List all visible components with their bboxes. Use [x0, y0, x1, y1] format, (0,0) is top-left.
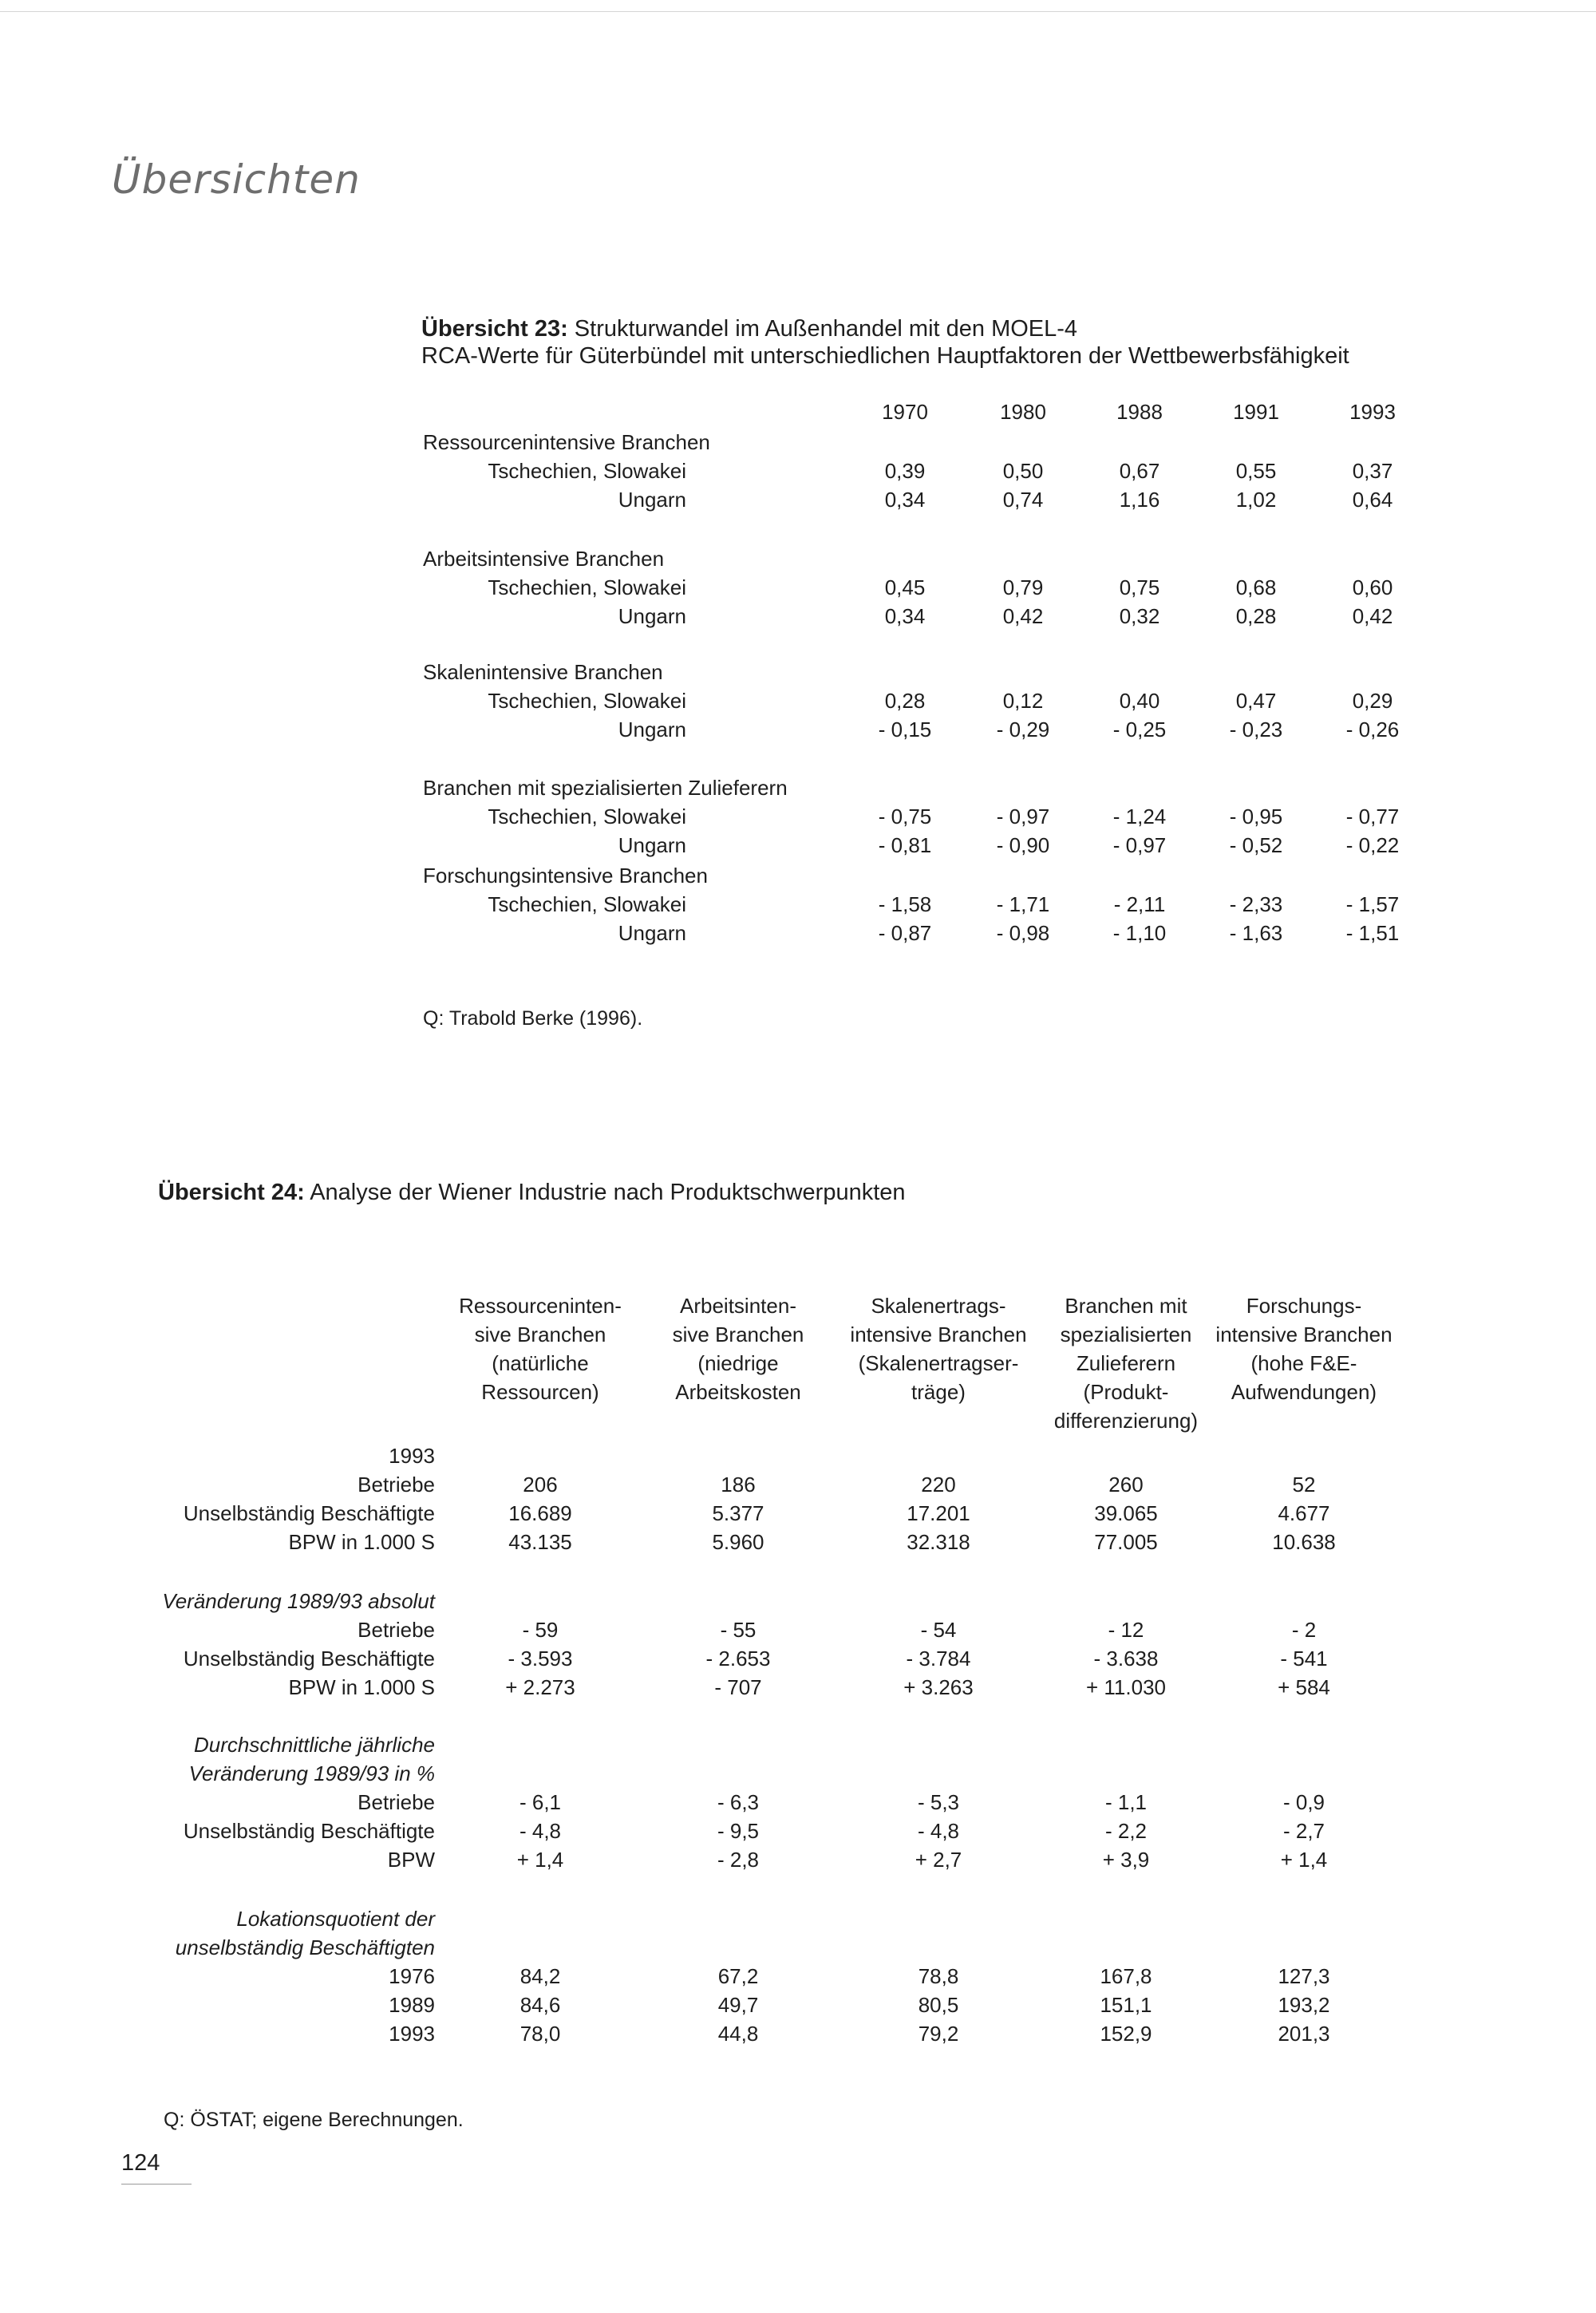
- table23-row-label: Tschechien, Slowakei: [488, 892, 686, 916]
- table23-source: Q: Trabold Berke (1996).: [423, 1007, 643, 1030]
- table24-column-header: [1208, 1291, 1400, 1406]
- table23-cell: - 1,63: [1229, 921, 1283, 945]
- table24-cell: + 3,9: [1102, 1848, 1150, 1872]
- table23-cell: 0,34: [884, 488, 926, 512]
- table23-cell: 0,67: [1119, 459, 1160, 483]
- table24-cell: + 1,4: [516, 1848, 564, 1872]
- table24-cell: - 4,8: [519, 1819, 562, 1843]
- table23-cell: - 1,58: [878, 892, 932, 916]
- table24-row-label: Unselbständig Beschäftigte: [183, 1819, 435, 1843]
- table23-cell: 0,60: [1352, 575, 1393, 599]
- table23-cell: - 1,10: [1112, 921, 1167, 945]
- table24-cell: - 2,7: [1282, 1819, 1325, 1843]
- table24-row-label: Betriebe: [358, 1790, 435, 1814]
- table24-row-label: BPW in 1.000 S: [288, 1675, 435, 1699]
- table24-column-header-line: (Skalenertragser-: [858, 1351, 1019, 1375]
- table24-row-label: 1989: [389, 1993, 435, 2017]
- table24-cell: 84,6: [519, 1993, 561, 2017]
- table24-cell: 4.677: [1278, 1501, 1330, 1525]
- table23-cell: - 0,15: [878, 718, 932, 741]
- table23-cell: 0,40: [1119, 689, 1160, 713]
- table24-cell: + 2.273: [505, 1675, 575, 1699]
- table23-title-text: Strukturwandel im Außenhandel mit den MOEL-4: [567, 316, 1078, 342]
- table24-cell: - 3.593: [508, 1647, 573, 1670]
- table24-cell: 127,3: [1278, 1964, 1330, 1988]
- table24-cell: - 0,9: [1282, 1790, 1325, 1814]
- table24-title-text: Analyse der Wiener Industrie nach Produktschwerpunkten: [304, 1180, 906, 1205]
- table24-cell: - 2: [1291, 1618, 1317, 1642]
- table24-cell: + 2,7: [915, 1848, 962, 1872]
- table23-cell: - 0,22: [1345, 833, 1400, 857]
- table23-year-header: 1991: [1233, 400, 1279, 424]
- table24-cell: - 55: [720, 1618, 757, 1642]
- table24-cell: 5.377: [712, 1501, 764, 1525]
- table24-cell: - 2.653: [705, 1647, 771, 1670]
- table24-column-header-line: Arbeitskosten: [675, 1380, 801, 1404]
- table24-row-label: Unselbständig Beschäftigte: [183, 1647, 435, 1670]
- table24-cell: 220: [921, 1473, 956, 1497]
- table23-group-label: Ressourcenintensive Branchen: [423, 430, 710, 454]
- table23-cell: - 0,81: [878, 833, 932, 857]
- table24-column-header-line: (hohe F&E-: [1250, 1351, 1357, 1375]
- table24-row-label: BPW in 1.000 S: [288, 1530, 435, 1554]
- table23-cell: - 0,29: [996, 718, 1050, 741]
- table23-cell: 0,79: [1002, 575, 1044, 599]
- table23-cell: 0,32: [1119, 604, 1160, 628]
- table24-cell: 49,7: [717, 1993, 759, 2017]
- table23-cell: - 1,71: [996, 892, 1050, 916]
- table24-row-label: Betriebe: [358, 1473, 435, 1497]
- table24-cell: 78,8: [918, 1964, 959, 1988]
- table24-cell: 152,9: [1100, 2022, 1152, 2046]
- table24-column-header-line: Aufwendungen): [1231, 1380, 1377, 1404]
- table24-column-header-line: Ressourcen): [481, 1380, 599, 1404]
- table23-group-label: Skalenintensive Branchen: [423, 660, 663, 684]
- table23-year-header: 1993: [1349, 400, 1396, 424]
- table24-cell: 80,5: [918, 1993, 959, 2017]
- table24-cell: 52: [1292, 1473, 1316, 1497]
- table23-row-label: Tschechien, Slowakei: [488, 459, 686, 483]
- table24-cell: - 707: [714, 1675, 762, 1699]
- table24-cell: 67,2: [717, 1964, 759, 1988]
- table23-cell: - 0,52: [1229, 833, 1283, 857]
- table24-column-header-line: Zulieferern: [1076, 1351, 1176, 1375]
- table23-subtitle: RCA-Werte für Güterbündel mit unterschiedlichen Hauptfaktoren der Wettbewerbsfähigkeit: [421, 343, 1349, 369]
- table24-cell: + 3.263: [903, 1675, 974, 1699]
- table24-cell: - 6,3: [717, 1790, 760, 1814]
- table24-column-header: [444, 1291, 636, 1406]
- table23-cell: - 2,11: [1113, 892, 1166, 916]
- table24-column-header-line: Arbeitsinten-: [680, 1294, 796, 1318]
- section-title: Übersichten: [112, 156, 361, 203]
- table24-column-header-line: (niedrige: [697, 1351, 779, 1375]
- page-number: 124: [121, 2150, 160, 2176]
- table24-cell: + 584: [1278, 1675, 1330, 1699]
- table24-column-header-line: (Produkt-: [1083, 1380, 1169, 1404]
- table23-cell: - 1,24: [1112, 805, 1167, 828]
- table24-column-header-line: sive Branchen: [474, 1323, 606, 1346]
- table24-cell: 79,2: [918, 2022, 959, 2046]
- table24-column-header-line: Skalenertrags-: [871, 1294, 1006, 1318]
- table24-column-header-line: sive Branchen: [672, 1323, 804, 1346]
- table24-cell: - 541: [1280, 1647, 1328, 1670]
- table24-column-header: [843, 1291, 1034, 1406]
- table23-cell: 0,74: [1002, 488, 1044, 512]
- table23-row-label: Ungarn: [618, 488, 686, 512]
- table24-column-header-line: Ressourceninten-: [459, 1294, 622, 1318]
- table23-cell: - 0,23: [1229, 718, 1283, 741]
- table23-group-label: Arbeitsintensive Branchen: [423, 547, 665, 571]
- table24-cell: 201,3: [1278, 2022, 1330, 2046]
- table23-cell: - 0,97: [996, 805, 1050, 828]
- table24-cell: - 2,2: [1104, 1819, 1148, 1843]
- table24-block-heading: Durchschnittliche jährliche: [193, 1733, 435, 1757]
- table24-row-label: Unselbständig Beschäftigte: [183, 1501, 435, 1525]
- table24-column-header-line: spezialisierten: [1060, 1323, 1192, 1346]
- table24-block-heading: Veränderung 1989/93 absolut: [162, 1589, 435, 1613]
- table23-group-label: Forschungsintensive Branchen: [423, 864, 708, 888]
- table24-cell: 206: [523, 1473, 558, 1497]
- table23-cell: - 0,26: [1345, 718, 1400, 741]
- table24-cell: - 59: [522, 1618, 559, 1642]
- table24-cell: - 3.784: [906, 1647, 971, 1670]
- table24-cell: 10.638: [1272, 1530, 1336, 1554]
- table23-row-label: Ungarn: [618, 604, 686, 628]
- table23-year-header: 1980: [1000, 400, 1046, 424]
- table24-cell: - 54: [920, 1618, 957, 1642]
- table24-column-header-line: differenzierung): [1053, 1409, 1199, 1433]
- table23-cell: 1,16: [1119, 488, 1160, 512]
- table24-cell: 84,2: [519, 1964, 561, 1988]
- table23-cell: 0,42: [1352, 604, 1393, 628]
- table23-cell: 0,37: [1352, 459, 1393, 483]
- table24-column-header-line: Branchen mit: [1065, 1294, 1187, 1318]
- table23-cell: 0,75: [1119, 575, 1160, 599]
- table24-row-label: BPW: [387, 1848, 435, 1872]
- table24-cell: - 4,8: [917, 1819, 960, 1843]
- table24-column-header: [642, 1291, 834, 1406]
- table23-cell: - 0,75: [878, 805, 932, 828]
- table23-cell: - 0,87: [878, 921, 932, 945]
- table23-cell: 0,34: [884, 604, 926, 628]
- table24-row-label: 1976: [389, 1964, 435, 1988]
- table24-cell: 43.135: [508, 1530, 572, 1554]
- table23-cell: 0,45: [884, 575, 926, 599]
- table23-cell: 0,28: [1235, 604, 1277, 628]
- table23-row-label: Ungarn: [618, 921, 686, 945]
- table24-cell: + 11.030: [1085, 1675, 1166, 1699]
- table23-cell: - 0,97: [1112, 833, 1167, 857]
- table24-block-heading: Veränderung 1989/93 in %: [188, 1761, 435, 1785]
- table23-cell: 0,39: [884, 459, 926, 483]
- table23-cell: - 0,95: [1229, 805, 1283, 828]
- table23-year-header: 1970: [882, 400, 928, 424]
- table23-cell: - 1,57: [1345, 892, 1400, 916]
- table24-cell: - 6,1: [519, 1790, 562, 1814]
- table23-cell: - 0,77: [1345, 805, 1400, 828]
- table23-row-label: Tschechien, Slowakei: [488, 805, 686, 828]
- table23-year-header: 1988: [1116, 400, 1163, 424]
- table24-column-header-line: intensive Branchen: [1215, 1323, 1393, 1346]
- table24-cell: - 3.638: [1093, 1647, 1159, 1670]
- table23-cell: - 0,25: [1112, 718, 1167, 741]
- table23-cell: - 2,33: [1229, 892, 1283, 916]
- table24-cell: 151,1: [1100, 1993, 1152, 2017]
- table23-cell: 0,42: [1002, 604, 1044, 628]
- table24-cell: + 1,4: [1280, 1848, 1328, 1872]
- table23-cell: 0,47: [1235, 689, 1277, 713]
- table23-row-label: Ungarn: [618, 718, 686, 741]
- table23-row-label: Tschechien, Slowakei: [488, 689, 686, 713]
- table24-cell: 186: [721, 1473, 756, 1497]
- table23-row-label: Ungarn: [618, 833, 686, 857]
- table24-cell: - 12: [1108, 1618, 1144, 1642]
- table24-row-label: Betriebe: [358, 1618, 435, 1642]
- table24-cell: 16.689: [508, 1501, 572, 1525]
- table24-source: Q: ÖSTAT; eigene Berechnungen.: [164, 2109, 464, 2131]
- table24-cell: 17.201: [907, 1501, 970, 1525]
- table24-block-heading: unselbständig Beschäftigten: [175, 1935, 435, 1959]
- table23-title-number: Übersicht 23:: [421, 316, 568, 342]
- table23-cell: - 1,51: [1345, 921, 1400, 945]
- table24-column-header-line: träge): [911, 1380, 966, 1404]
- table24-column-header: [1030, 1291, 1222, 1435]
- table24-block-heading: Lokationsquotient der: [236, 1907, 435, 1931]
- table23-cell: 0,12: [1002, 689, 1044, 713]
- table24-title: [158, 1176, 906, 1208]
- table24-row-label: 1993: [389, 2022, 435, 2046]
- table24-title-number: Übersicht 24:: [158, 1180, 305, 1205]
- table24-cell: 32.318: [907, 1530, 970, 1554]
- table23-cell: - 0,98: [996, 921, 1050, 945]
- table24-cell: 77.005: [1094, 1530, 1158, 1554]
- table24-cell: - 2,8: [717, 1848, 760, 1872]
- table24-cell: - 1,1: [1104, 1790, 1148, 1814]
- table23-group-label: Branchen mit spezialisierten Zulieferern: [423, 776, 788, 800]
- table23-cell: 0,50: [1002, 459, 1044, 483]
- table23-cell: 0,28: [884, 689, 926, 713]
- table23-cell: 0,55: [1235, 459, 1277, 483]
- table24-column-header-line: Forschungs-: [1246, 1294, 1362, 1318]
- table24-cell: 5.960: [712, 1530, 764, 1554]
- table23-cell: - 0,90: [996, 833, 1050, 857]
- table24-cell: 193,2: [1278, 1993, 1330, 2017]
- table24-cell: - 5,3: [917, 1790, 960, 1814]
- table24-cell: 39.065: [1094, 1501, 1158, 1525]
- table24-cell: 167,8: [1100, 1964, 1152, 1988]
- table24-cell: 260: [1108, 1473, 1144, 1497]
- top-rule: [0, 11, 1596, 12]
- table24-cell: 44,8: [717, 2022, 759, 2046]
- table24-column-header-line: intensive Branchen: [850, 1323, 1027, 1346]
- table24-cell: 78,0: [519, 2022, 561, 2046]
- table24-block-heading: 1993: [389, 1444, 435, 1468]
- table23-cell: 0,64: [1352, 488, 1393, 512]
- table23-cell: 0,68: [1235, 575, 1277, 599]
- table23-cell: 1,02: [1235, 488, 1277, 512]
- table24-cell: - 9,5: [717, 1819, 760, 1843]
- table23-row-label: Tschechien, Slowakei: [488, 575, 686, 599]
- table23-cell: 0,29: [1352, 689, 1393, 713]
- table24-column-header-line: (natürliche: [492, 1351, 589, 1375]
